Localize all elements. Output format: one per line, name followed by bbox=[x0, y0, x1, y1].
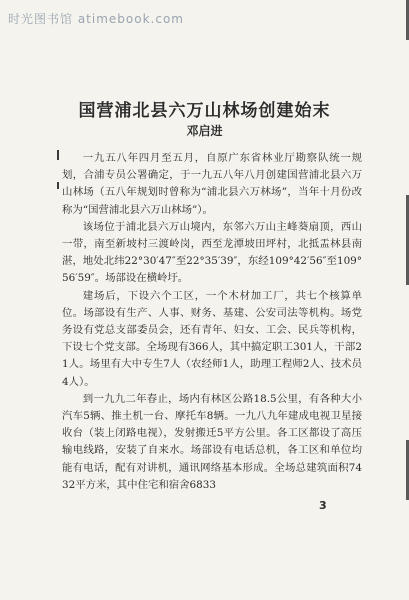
paragraph: 到一九九二年春止，场内有林区公路18.5公里，有各种大小汽车5辆、推土机一台、摩托车8辆。一九八九年建成电视卫星接收台（装上闭路电视），发射搬迁5平方公里。各工区都设了高压输电线路，安装了自来水。场部设有电话总机，各工区和单位均能有电话，配有对讲机，通讯网络基本形成。全场总建筑面积7432平方米，其中住宅和宿舍6833 bbox=[62, 392, 362, 491]
page-number: 3 bbox=[319, 499, 327, 512]
paragraph: 建场后，下设六个工区，一个木材加工厂，共七个核算单位。场部设有生产、人事、财务、基建、公安司法等机构。场党务设有党总支部委员会，还有青年、妇女、工会、民兵等机构，下设七个党支部。全场现有366人，其中搞定职工301人，干部21人。场里有大中专生7人（农经师1人，助理工程师2人、技术员4人）。 bbox=[62, 289, 362, 388]
author-name: 邓启进 bbox=[186, 124, 223, 138]
paragraph: 该场位于浦北县六万山境内，东邻六万山主峰葵扇顶，西山一带，南至新坡村三渡岭岗，西至龙潭坡田坪村，北抵盂林县南湛，地处北纬22°30′47″至22°35′39″，东经109°42′56″至109°56′59″。场部设在横岭圩。 bbox=[62, 220, 362, 285]
margin-mark bbox=[57, 182, 59, 189]
watermark: 时光图书馆 atimebook.com bbox=[8, 12, 184, 26]
document-body bbox=[62, 150, 362, 494]
page-title: 国营浦北县六万山林场创建始末 bbox=[78, 101, 331, 121]
paragraph: 一九五八年四月至五月，自原广东省林业厅勘察队统一规划，合浦专员公署确定，于一九五八年八月创建国营浦北县六万山林场（五八年规划时曾称为“浦北县六万林场”，当年十月份改称为“国营浦北县六万山林场”）。 bbox=[62, 152, 362, 216]
margin-mark bbox=[57, 150, 59, 160]
